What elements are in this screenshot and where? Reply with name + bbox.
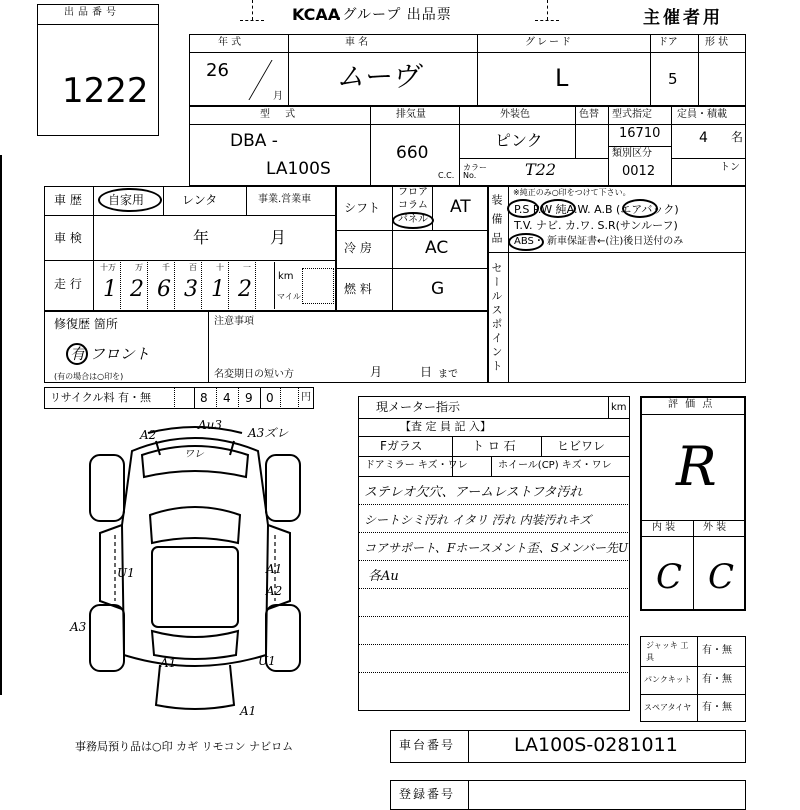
jack-label: ジャッキ 工 具 xyxy=(646,641,689,662)
ton-unit: トン xyxy=(720,162,740,173)
jack-value: 有・無 xyxy=(702,645,732,656)
capacity-label: 定員・積載 xyxy=(677,109,727,120)
mark-a2: A2 xyxy=(140,428,157,442)
digit-unit: 千 xyxy=(162,263,170,272)
color-no-label: カラー No. xyxy=(463,163,487,180)
caution-label: 注意事項 xyxy=(214,316,254,327)
meter-unit: km xyxy=(611,402,627,413)
mark-u1-left: U1 xyxy=(117,566,135,580)
office-note: 事務局預り品は○印 カギ リモコン ナビロム xyxy=(75,740,294,753)
mile-label: マイル xyxy=(277,292,301,301)
rental-use: レンタ xyxy=(182,193,218,207)
mark-a1-right: A1 xyxy=(266,562,283,576)
door-value: 5 xyxy=(668,70,678,88)
color-value: ピンク xyxy=(495,131,543,150)
f-glass-label: Fガラス xyxy=(380,439,423,453)
abs-circle xyxy=(508,233,544,251)
mileage-digit: 6 xyxy=(157,277,171,302)
mark-ware: ワレ xyxy=(184,449,204,460)
year-month-suffix: 月 xyxy=(273,91,283,102)
ab-circle xyxy=(622,199,658,218)
pw-circle xyxy=(540,199,576,218)
exterior-label: 外 装 xyxy=(703,522,727,533)
mileage-digit: 1 xyxy=(211,277,225,302)
door-mirror-label: ドアミラー キズ・ワレ xyxy=(365,460,468,471)
year-label: 年 式 xyxy=(218,37,242,48)
fuel-label: 燃 料 xyxy=(344,282,372,296)
repair-note: (有の場合は○印を) xyxy=(54,372,124,381)
door-label: ドア xyxy=(658,37,678,48)
type-no: 16710 xyxy=(619,126,661,141)
inspector-note-1: ステレオ欠穴、アームレストフタ汚れ xyxy=(364,485,583,500)
spare-label: スペアタイヤ xyxy=(644,703,692,712)
organizer-label: 主催者用 xyxy=(643,8,723,28)
recycle-digit: 8 xyxy=(200,391,208,405)
color-no-value: T22 xyxy=(525,160,557,179)
shift-panel: パネル xyxy=(398,214,428,225)
vehicle-name: ムーヴ xyxy=(336,60,419,93)
recycle-digit: 4 xyxy=(223,391,231,405)
mark-au3: Au3 xyxy=(198,418,223,432)
shift-label: シフト xyxy=(344,201,381,215)
history-label: 車 歴 xyxy=(54,193,82,207)
mark-a1-bottom: A1 xyxy=(240,704,257,718)
recycle-label: リサイクル料 有・無 xyxy=(50,391,151,404)
car-diagram xyxy=(60,415,330,725)
form-title: .グループ 出品票 xyxy=(337,7,452,23)
form-brand: KCAA xyxy=(292,5,341,24)
hibi-label: ヒビワレ xyxy=(557,439,606,453)
private-use: 自家用 xyxy=(108,193,145,207)
inspector-header: 【査 定 員 記 入】 xyxy=(400,420,491,433)
mileage-digit: 3 xyxy=(184,277,198,302)
ac-label: 冷 房 xyxy=(344,241,372,255)
mileage-label: 走 行 xyxy=(54,277,82,291)
ps-circle xyxy=(507,199,539,218)
mark-a2-right: A2 xyxy=(266,584,283,598)
to-ishi-label: ト ロ 石 xyxy=(472,439,516,453)
rename-until: まで xyxy=(438,369,458,380)
inspection-month: 月 xyxy=(270,228,287,247)
shape-label: 形 状 xyxy=(705,37,729,48)
chassis-label: 車台番号 xyxy=(399,738,456,752)
rating-value: R xyxy=(676,435,717,498)
mark-a1-rear: A1 xyxy=(160,656,177,670)
inspector-note-4: 各Au xyxy=(368,569,399,584)
name-label: 車 名 xyxy=(345,37,369,48)
repair-circle xyxy=(66,343,88,365)
capacity-value: 4 xyxy=(699,130,708,146)
displacement-label: 排気量 xyxy=(396,109,426,120)
grade-label: グレード xyxy=(525,37,573,48)
shift-column: コラム xyxy=(398,200,428,211)
interior-label: 内 装 xyxy=(652,522,676,533)
equipment-line1: P.S P.W 純A.W. A.B (エアバック) xyxy=(514,203,679,216)
digit-unit: 万 xyxy=(135,263,143,272)
recycle-unit: 円 xyxy=(301,392,311,403)
digit-unit: 百 xyxy=(189,263,197,272)
rename-month: 月 xyxy=(370,365,383,379)
repair-value: 有 フロント xyxy=(70,345,150,363)
inspector-note-3: コアサポート、Fホースメント歪、Sメンバー先U xyxy=(364,541,629,555)
chassis-value: LA100S-0281011 xyxy=(514,734,678,756)
class-no: 0012 xyxy=(622,164,656,179)
inspection-label: 車 検 xyxy=(54,231,82,245)
grade-value: L xyxy=(555,64,569,92)
meter-label: 現メーター指示 xyxy=(376,400,461,414)
inspector-note-2: シートシミ汚れ イタリ 汚れ 内装汚れキズ xyxy=(364,513,592,527)
km-label: km xyxy=(278,271,294,282)
mark-a3-left: A3 xyxy=(70,620,87,634)
mark-a3: A3ズレ xyxy=(248,426,289,440)
fuel-value: G xyxy=(431,279,445,299)
repaint-label: 色替 xyxy=(579,109,599,120)
capacity-unit: 名 xyxy=(731,130,744,144)
equipment-label: 装備品 xyxy=(490,194,503,251)
registration-label: 登録番号 xyxy=(399,787,456,801)
rename-label: 名変期日の短い方 xyxy=(214,369,294,380)
rename-day: 日 xyxy=(420,365,433,379)
lot-number: 1222 xyxy=(62,71,149,111)
digit-unit: 十 xyxy=(216,263,224,272)
business-use: 事業.営業車 xyxy=(258,194,312,205)
interior-value: C xyxy=(656,557,683,597)
year-value: 26 xyxy=(206,60,229,81)
sale-point-label: セールスポイント xyxy=(490,262,503,374)
equipment-note: ※純正のみ○印をつけて下さい。 xyxy=(513,188,631,197)
equipment-line3: ABS・ 新車保証書←(注)後日送付のみ xyxy=(514,236,684,247)
puncture-value: 有・無 xyxy=(702,674,732,685)
puncture-label: パンクキット xyxy=(644,675,692,684)
mark-u1-rear: U1 xyxy=(258,654,276,668)
inspection-year: 年 xyxy=(193,228,210,247)
panel-circle xyxy=(392,212,434,229)
mileage-digit: 2 xyxy=(130,277,144,302)
private-use-circle xyxy=(98,188,162,212)
class-label: 類別区分 xyxy=(612,148,652,159)
cc-unit: C.C. xyxy=(438,171,455,180)
color-label: 外装色 xyxy=(500,109,530,120)
exterior-value: C xyxy=(708,557,735,597)
wheel-label: ホイール(CP) キズ・ワレ xyxy=(498,460,612,471)
model-prefix: DBA - xyxy=(230,131,278,151)
digit-unit: 十万 xyxy=(100,263,116,272)
rating-label: 評 価 点 xyxy=(668,399,715,410)
equipment-line2: T.V. ナビ. カ.ワ. S.R(サンルーフ) xyxy=(514,219,678,232)
lot-number-label: 出品番号 xyxy=(64,7,120,18)
mileage-digit: 2 xyxy=(238,277,252,302)
spare-value: 有・無 xyxy=(702,702,732,713)
mileage-digit: 1 xyxy=(103,277,117,302)
model-value: LA100S xyxy=(266,159,331,179)
repair-label: 修復歴 箇所 xyxy=(54,317,118,331)
shift-value: AT xyxy=(450,197,471,217)
shift-floor: フロア xyxy=(398,187,428,198)
digit-unit: 一 xyxy=(243,263,251,272)
displacement-value: 660 xyxy=(396,143,429,163)
recycle-digit: 0 xyxy=(266,391,274,405)
recycle-digit: 9 xyxy=(245,391,253,405)
type-label: 型式指定 xyxy=(612,109,652,120)
ac-value: AC xyxy=(425,238,449,258)
model-label: 型 式 xyxy=(260,109,302,120)
